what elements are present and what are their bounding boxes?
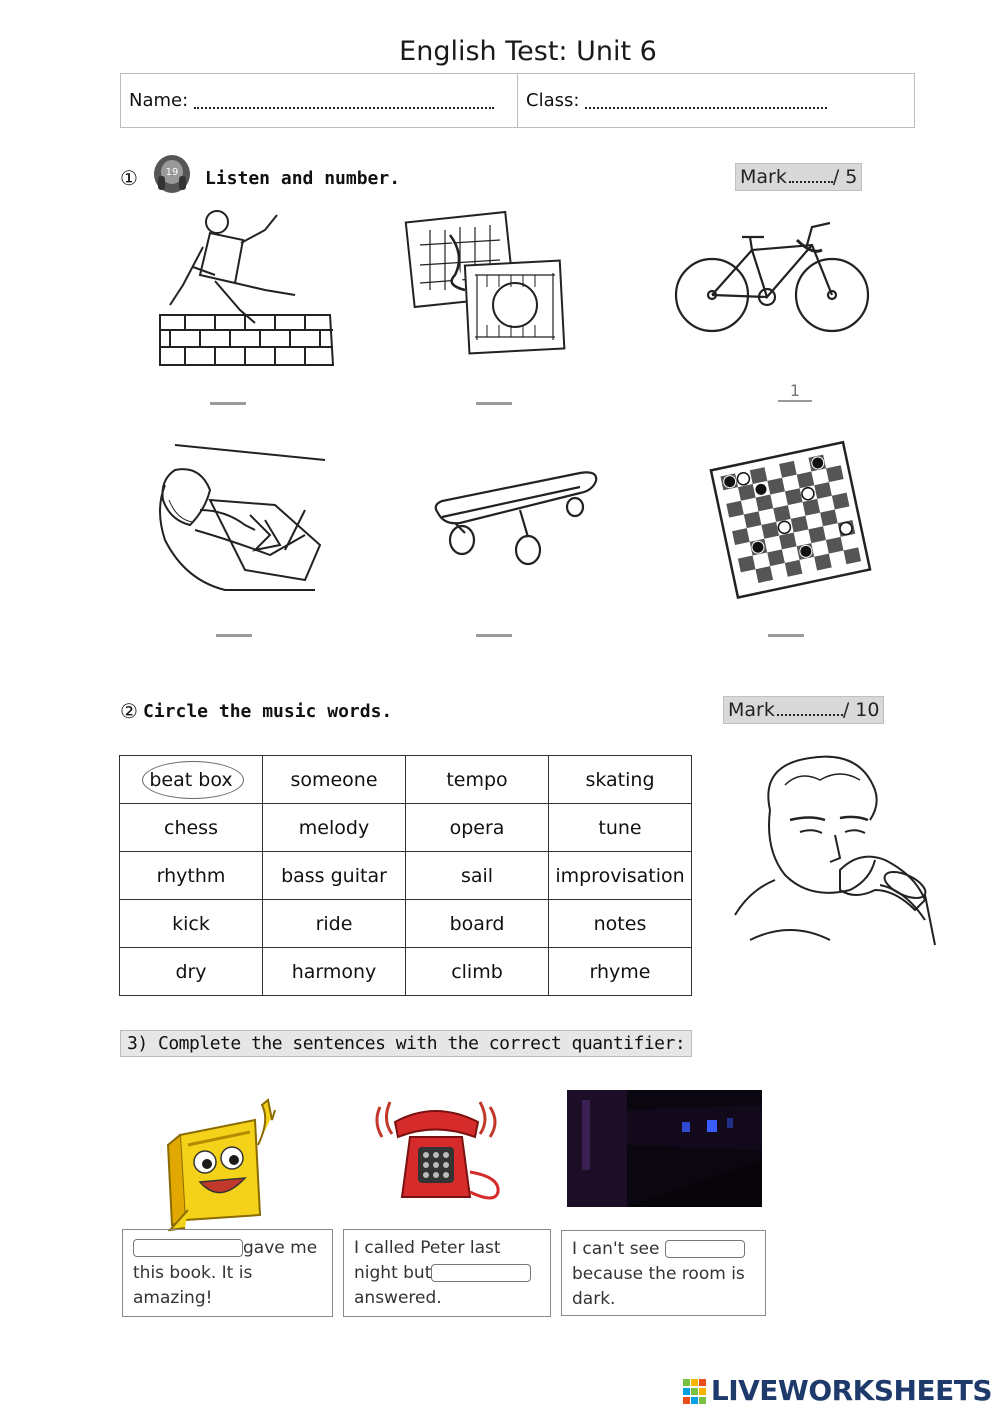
- sentence-2-before: I called Peter last night but: [354, 1238, 501, 1283]
- section3-instruction: 3) Complete the sentences with the correct quantifier:: [120, 1030, 692, 1057]
- word-cell[interactable]: melody: [263, 804, 406, 852]
- sentence-2-after: answered.: [354, 1288, 442, 1308]
- happy-book-icon: [160, 1090, 290, 1230]
- audio-track-icon[interactable]: [152, 154, 194, 196]
- dark-room-icon: [567, 1090, 762, 1207]
- sentence-1-after: gave me this book. It is amazing!: [133, 1238, 318, 1308]
- word-cell[interactable]: board: [406, 900, 549, 948]
- sentence-3-before: I can't see: [572, 1239, 660, 1259]
- parkour-boy-icon: [155, 205, 340, 375]
- section2-instruction: Circle the music words.: [143, 701, 393, 722]
- answer-blank-1[interactable]: [210, 402, 246, 405]
- answer-blank-4[interactable]: [216, 634, 252, 637]
- word-cell[interactable]: kick: [120, 900, 263, 948]
- section1-mark: [735, 163, 862, 191]
- example-circle: [142, 761, 244, 799]
- music-words-table: [119, 755, 692, 996]
- word-cell[interactable]: rhyme: [549, 948, 692, 996]
- answer-blank-5[interactable]: [476, 634, 512, 637]
- sentence-box-3: [561, 1230, 766, 1316]
- answer-blank-2[interactable]: [476, 402, 512, 405]
- mark-field[interactable]: [777, 701, 843, 716]
- class-label: Class:: [526, 90, 580, 111]
- logo-text: LIVEWORKSHEETS: [710, 1374, 992, 1407]
- table-row: [120, 756, 692, 804]
- word-text: beat box: [149, 768, 233, 791]
- word-cell[interactable]: notes: [549, 900, 692, 948]
- word-cell[interactable]: ride: [263, 900, 406, 948]
- name-field[interactable]: [194, 93, 494, 109]
- board-games-icon: [405, 205, 570, 355]
- name-cell: [121, 74, 517, 127]
- chessboard-icon: [705, 440, 875, 600]
- answer-input-2[interactable]: [431, 1264, 531, 1282]
- section1-instruction: Listen and number.: [205, 168, 401, 189]
- word-cell[interactable]: chess: [120, 804, 263, 852]
- class-cell: [517, 74, 914, 127]
- sentence-box-1: [122, 1229, 333, 1317]
- answer-input-3[interactable]: [665, 1240, 745, 1258]
- table-row: [120, 852, 692, 900]
- liveworksheets-logo[interactable]: [683, 1374, 992, 1407]
- word-cell[interactable]: tune: [549, 804, 692, 852]
- bicycle-icon: [672, 215, 870, 340]
- beatboxer-icon: [730, 750, 940, 950]
- word-cell[interactable]: improvisation: [549, 852, 692, 900]
- mark-total: / 5: [832, 166, 858, 188]
- word-cell[interactable]: sail: [406, 852, 549, 900]
- sentence-box-2: [343, 1229, 551, 1317]
- answer-blank-6[interactable]: [768, 634, 804, 637]
- word-cell[interactable]: tempo: [406, 756, 549, 804]
- ringing-phone-icon: [370, 1092, 510, 1212]
- table-row: [120, 900, 692, 948]
- word-cell[interactable]: harmony: [263, 948, 406, 996]
- section2-mark: [723, 696, 884, 724]
- sentence-3-after: because the room is dark.: [572, 1264, 745, 1309]
- word-cell[interactable]: skating: [549, 756, 692, 804]
- mark-field[interactable]: [789, 168, 833, 183]
- class-field[interactable]: [585, 93, 827, 109]
- skateboard-icon: [430, 465, 600, 570]
- answer-input-1[interactable]: [133, 1239, 243, 1257]
- origami-boy-icon: [155, 440, 330, 595]
- word-cell[interactable]: climb: [406, 948, 549, 996]
- name-label: Name:: [129, 90, 189, 111]
- mark-total: / 10: [842, 699, 880, 721]
- answer-blank-3[interactable]: 1: [778, 382, 812, 402]
- section1-number: ①: [120, 166, 138, 190]
- word-cell[interactable]: opera: [406, 804, 549, 852]
- page-title: English Test: Unit 6: [399, 36, 657, 67]
- logo-blocks-icon: [683, 1379, 707, 1405]
- word-cell[interactable]: someone: [263, 756, 406, 804]
- section2-number: ②: [120, 699, 138, 723]
- word-cell[interactable]: dry: [120, 948, 263, 996]
- word-cell[interactable]: rhythm: [120, 852, 263, 900]
- word-cell[interactable]: [120, 756, 263, 804]
- mark-label: Mark: [740, 166, 787, 188]
- student-info-box: [120, 73, 915, 128]
- table-row: [120, 948, 692, 996]
- mark-label: Mark: [728, 699, 775, 721]
- audio-track-number: 19: [165, 167, 179, 178]
- word-cell[interactable]: bass guitar: [263, 852, 406, 900]
- table-row: [120, 804, 692, 852]
